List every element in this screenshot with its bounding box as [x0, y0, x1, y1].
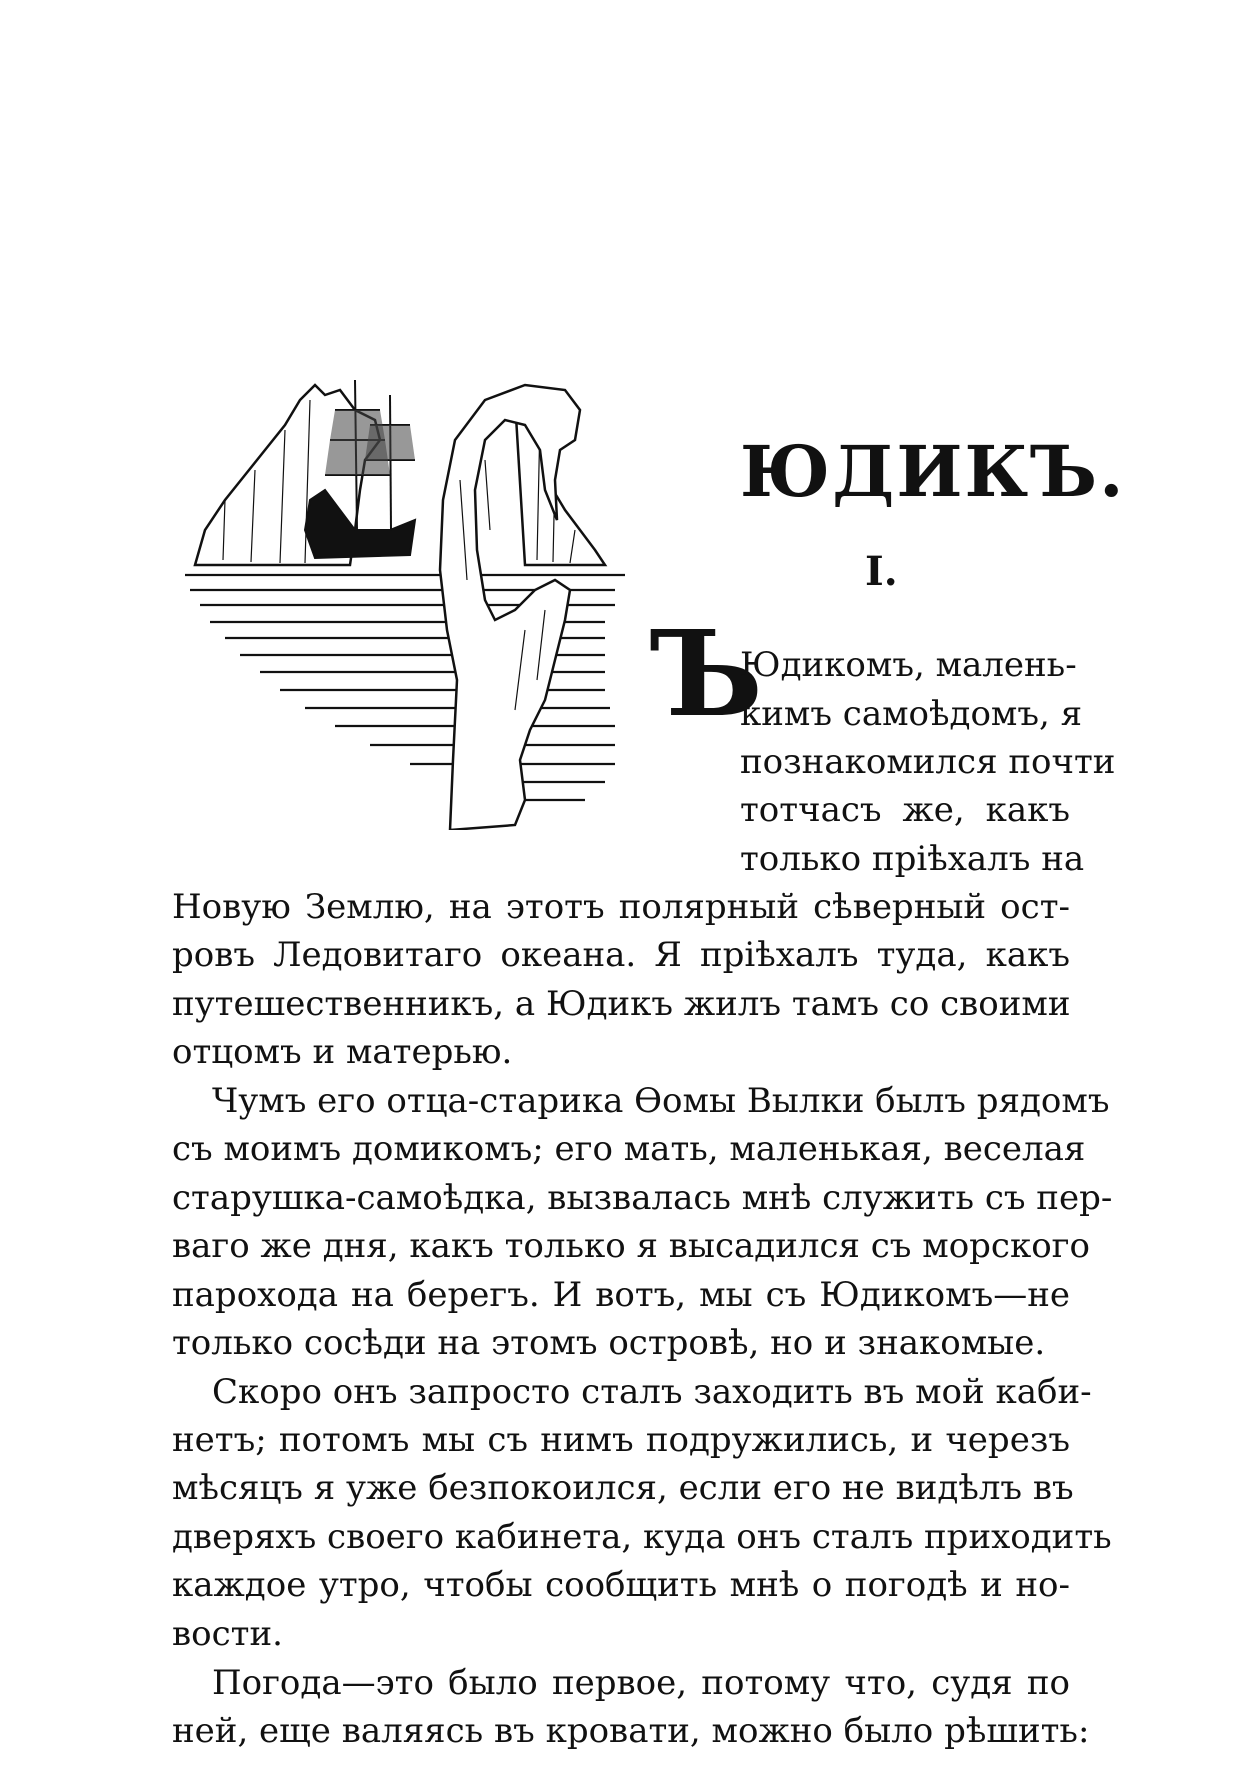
text-line: дверяхъ своего кабинета, куда онъ сталъ приходить — [172, 1517, 1112, 1557]
page-title: ЮДИКЪ. — [740, 430, 1126, 513]
text-line: только сосѣди на этомъ островѣ, но и знакомые. — [172, 1323, 1046, 1363]
text-line: Погода—это было первое, потому что, судя по — [212, 1663, 1070, 1703]
text-line: только пріѣхалъ на — [740, 839, 1085, 879]
text-line: нетъ; потомъ мы съ нимъ подружились, и черезъ — [172, 1420, 1070, 1460]
text-line: Юдикомъ, малень- — [740, 645, 1077, 685]
text-line: путешественникъ, а Юдикъ жилъ тамъ со своими — [172, 984, 1071, 1024]
text-line: съ моимъ домикомъ; его мать, маленькая, веселая — [172, 1129, 1086, 1169]
text-line: ваго же дня, какъ только я высадился съ морского — [172, 1226, 1090, 1266]
text-line: познакомился почти — [740, 742, 1116, 782]
text-line: тотчасъ же, какъ — [740, 790, 1070, 830]
text-line: вости. — [172, 1614, 283, 1654]
text-line: кимъ самоѣдомъ, я — [740, 694, 1083, 734]
text-line: мѣсяцъ я уже безпокоился, если его не видѣлъ въ — [172, 1468, 1074, 1508]
chapter-numeral: I. — [865, 548, 898, 595]
text-line: каждое утро, чтобы сообщить мнѣ о погодѣ и но- — [172, 1565, 1070, 1605]
text-line: Чумъ его отца-старика Ѳомы Вылки былъ рядомъ — [212, 1081, 1110, 1121]
text-line: старушка-самоѣдка, вызвалась мнѣ служить съ пер- — [172, 1178, 1113, 1218]
iceberg-ship-illustration — [185, 380, 715, 830]
text-line: Скоро онъ запросто сталъ заходить въ мой каби- — [212, 1372, 1092, 1412]
text-line: ней, еще валяясь въ кровати, можно было рѣшить: — [172, 1711, 1090, 1751]
text-line: ровъ Ледовитаго океана. Я пріѣхалъ туда, какъ — [172, 935, 1070, 975]
text-line: Новую Землю, на этотъ полярный сѣверный ост- — [172, 887, 1070, 927]
text-line: парохода на берегъ. И вотъ, мы съ Юдикомъ—не — [172, 1275, 1070, 1315]
drop-cap: Ъ — [650, 604, 763, 743]
text-line: отцомъ и матерью. — [172, 1032, 513, 1072]
